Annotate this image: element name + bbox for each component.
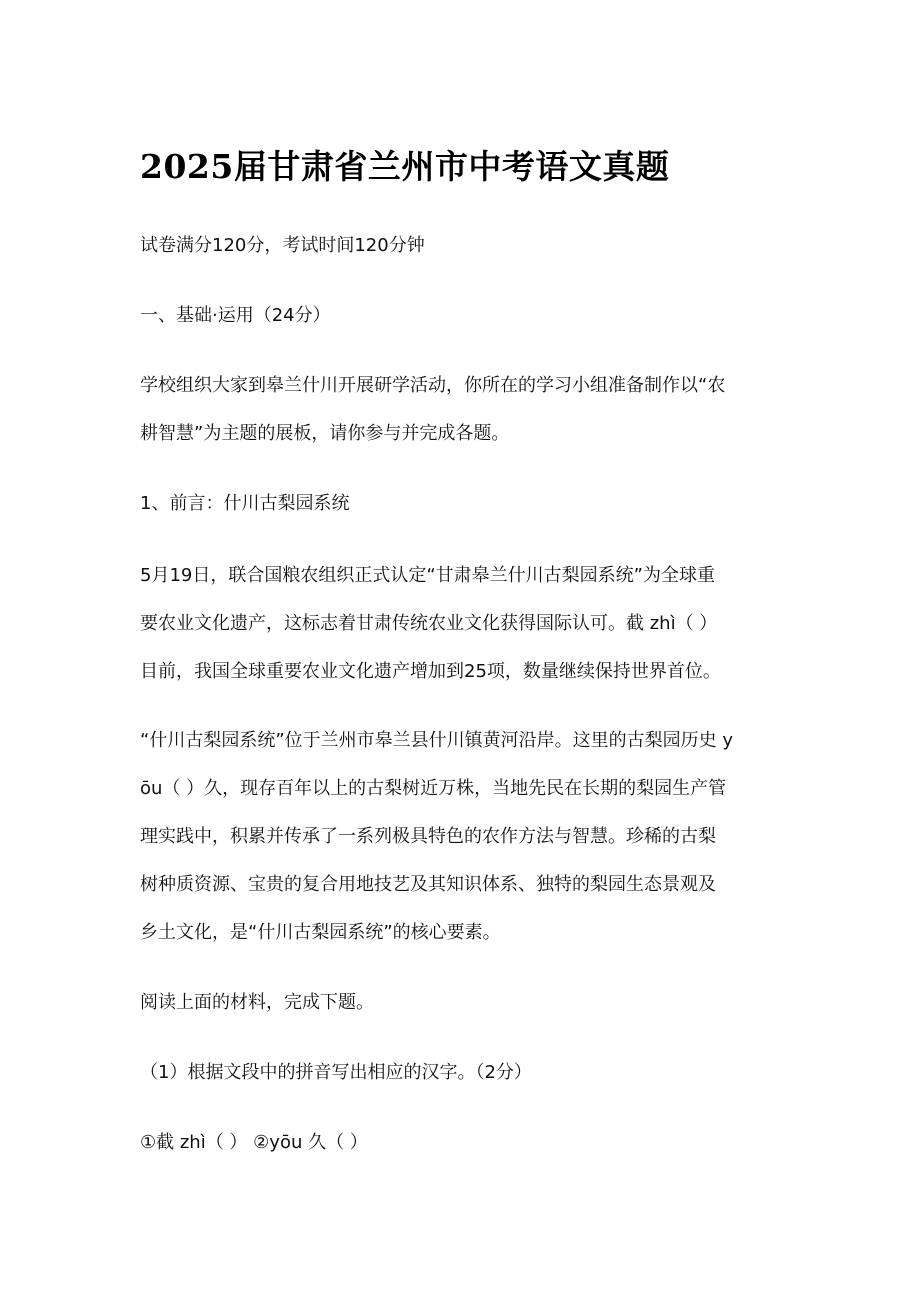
paragraph-1 [140,563,790,707]
text-line: 树种质资源、宝贵的复合用地技艺及其知识体系、独特的梨园生态景观及 [140,874,716,895]
text-line: 耕智慧”为主题的展板，请你参与并完成各题。 [140,423,510,444]
text-line: 要农业文化遗产，这标志着甘肃传统农业文化获得国际认可。截 zhì（ ） [140,613,718,634]
text-line: “什川古梨园系统”位于兰州市皋兰县什川镇黄河沿岸。这里的古梨园历史 y [140,730,734,751]
section-heading: 一、基础·运用（24分） [140,305,331,326]
paragraph-2 [140,728,790,968]
question-1-heading: 1、前言：什川古梨园系统 [140,493,350,514]
text-line: 理实践中，积累并传承了一系列极具特色的农作方法与智慧。珍稀的古梨 [140,826,716,847]
intro-paragraph [140,373,790,469]
text-line: ōu（ ）久，现存百年以上的古梨树近万株，当地先民在长期的梨园生产管 [140,778,727,799]
exam-meta: 试卷满分120分，考试时间120分钟 [140,235,425,256]
text-line: 乡土文化，是“什川古梨园系统”的核心要素。 [140,922,501,943]
question-1-sub-1: （1）根据文段中的拼音写出相应的汉字。（2分） [140,1062,532,1083]
text-line: 5月19日，联合国粮农组织正式认定“甘肃皋兰什川古梨园系统”为全球重 [140,565,716,586]
reading-instruction: 阅读上面的材料，完成下题。 [140,992,374,1013]
text-line: 目前，我国全球重要农业文化遗产增加到25项，数量继续保持世界首位。 [140,661,721,682]
question-1-answer-line: ①截 zhì（ ） ②yōu 久（ ） [140,1132,368,1153]
document-title: 2025届甘肃省兰州市中考语文真题 [140,147,670,186]
text-line: 学校组织大家到皋兰什川开展研学活动，你所在的学习小组准备制作以“农 [140,375,726,396]
